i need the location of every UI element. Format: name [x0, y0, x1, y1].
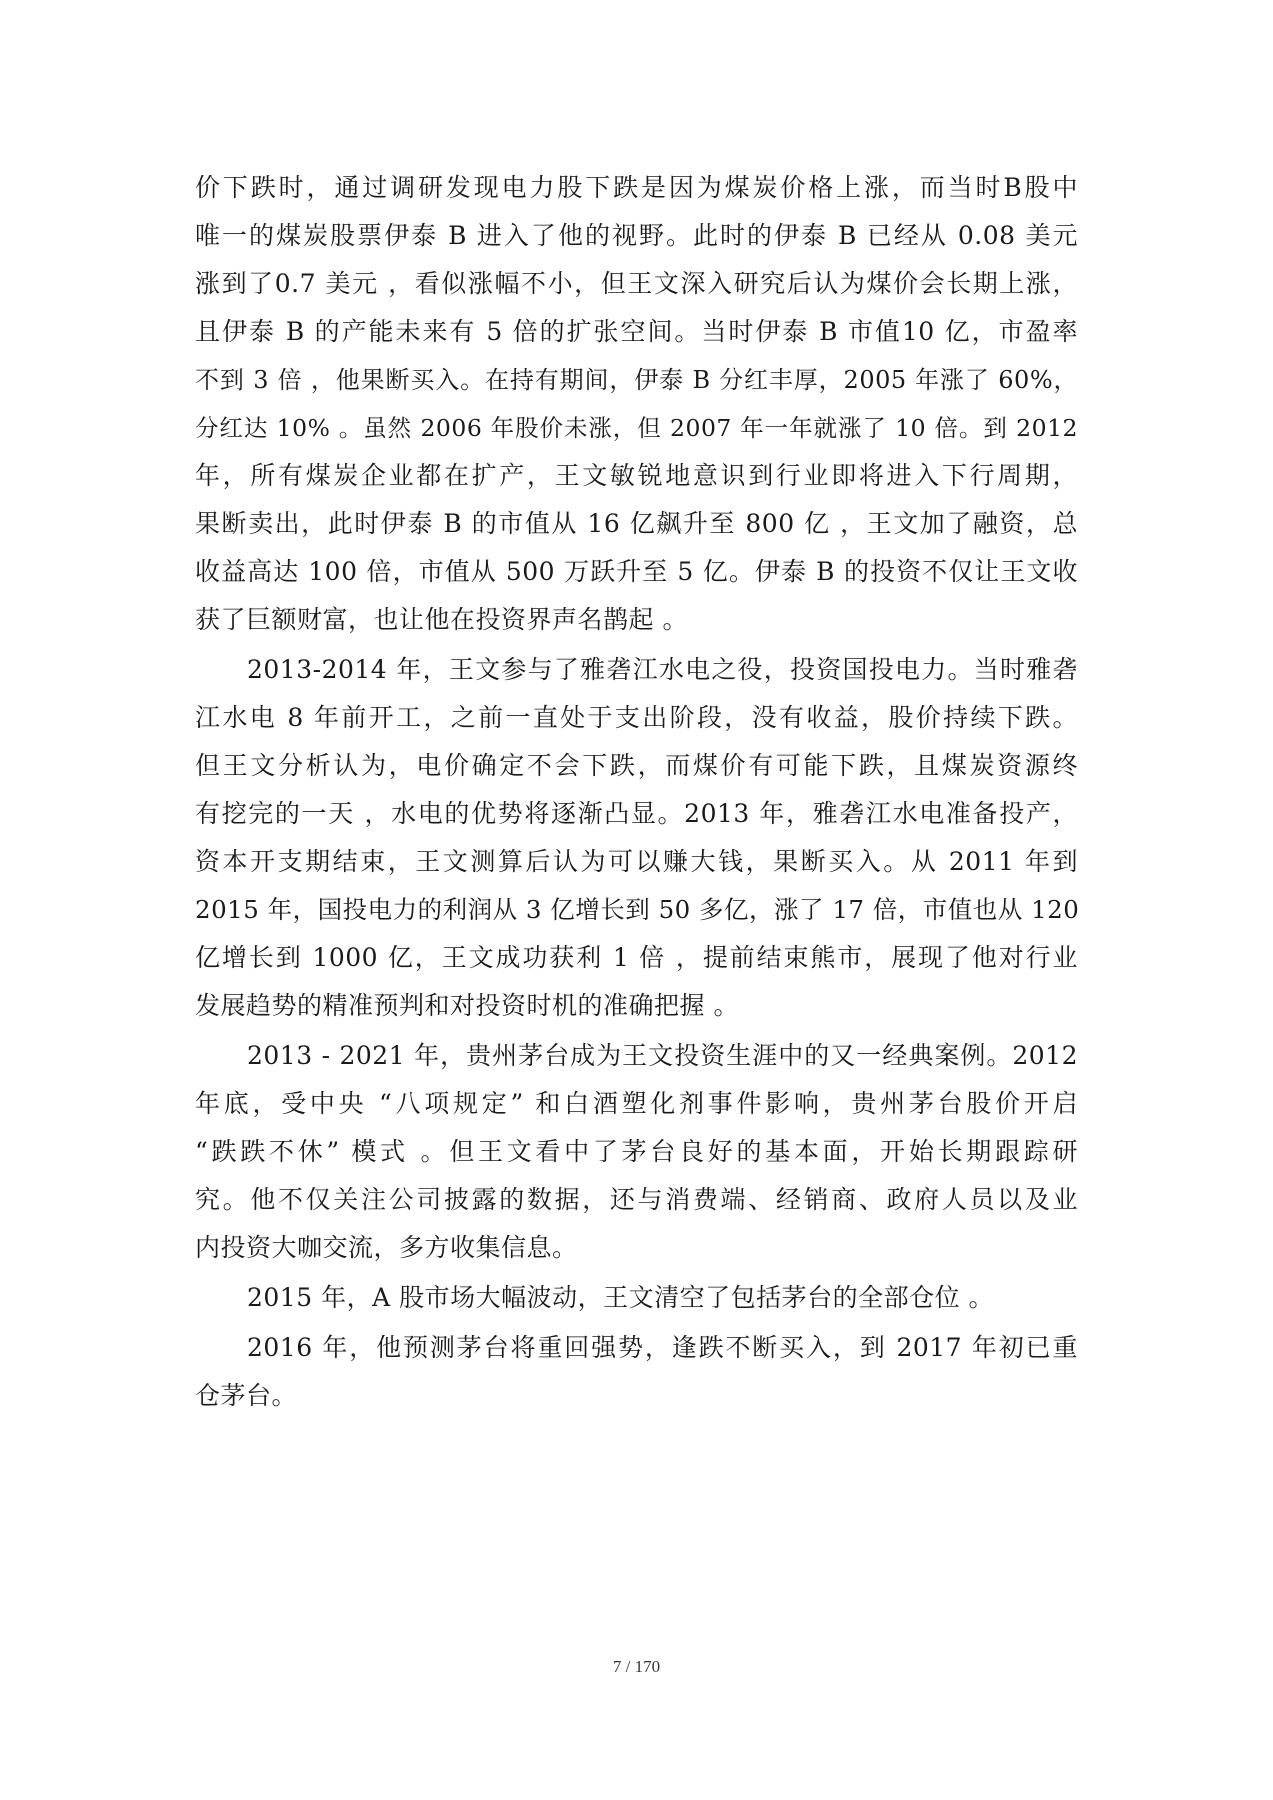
text-line: 不到 3 倍 ，他果断买入。在持有期间，伊泰 B 分红丰厚，2005 年涨了 60%，	[195, 366, 1078, 394]
text-line: 分红达 10% 。虽然 2006 年股价未涨，但 2007 年一年就涨了 10 倍。到 2012	[195, 414, 1078, 442]
text-line: 内投资大咖交流，多方收集信息。	[195, 1233, 578, 1262]
text-line: 获了巨额财富，也让他在投资界声名鹊起 。	[195, 605, 688, 634]
text-line: 发展趋势的精准预判和对投资时机的准确把握 。	[195, 991, 739, 1020]
text-line: 价下跌时，通过调研发现电力股下跌是因为煤炭价格上涨，而当时B股中	[195, 173, 1078, 202]
text-line: 但王文分析认为，电价确定不会下跌，而煤价有可能下跌，且煤炭资源终	[195, 751, 1078, 780]
text-line: 2013 - 2021 年，贵州茅台成为王文投资生涯中的又一经典案例。2012	[247, 1041, 1078, 1070]
text-line: 年，所有煤炭企业都在扩产，王文敏锐地意识到行业即将进入下行周期，	[195, 461, 1078, 490]
text-line: 果断卖出，此时伊泰 B 的市值从 16 亿飙升至 800 亿 ，王文加了融资，总	[195, 509, 1078, 538]
text-line: 仓茅台。	[195, 1381, 298, 1410]
text-line: “跌跌不休” 模式 。但王文看中了茅台良好的基本面，开始长期跟踪研	[195, 1137, 1078, 1166]
text-line: 收益高达 100 倍，市值从 500 万跃升至 5 亿。伊泰 B 的投资不仅让王文收	[195, 557, 1078, 586]
text-line: 有挖完的一天 ，水电的优势将逐渐凸显。2013 年，雅砻江水电准备投产，	[195, 799, 1078, 828]
text-line: 2015 年，A 股市场大幅波动，王文清空了包括茅台的全部仓位 。	[247, 1283, 995, 1312]
text-line: 且伊泰 B 的产能未来有 5 倍的扩张空间。当时伊泰 B 市值10 亿，市盈率	[195, 317, 1078, 346]
text-line: 亿增长到 1000 亿，王文成功获利 1 倍 ，提前结束熊市，展现了他对行业	[195, 943, 1078, 972]
text-line: 2013-2014 年，王文参与了雅砻江水电之役，投资国投电力。当时雅砻	[247, 655, 1078, 684]
text-line: 资本开支期结束，王文测算后认为可以赚大钱，果断买入。从 2011 年到	[195, 847, 1078, 876]
text-line: 2015 年，国投电力的利润从 3 亿增长到 50 多亿，涨了 17 倍，市值也从 120	[195, 895, 1080, 924]
text-line: 2016 年，他预测茅台将重回强势，逢跌不断买入，到 2017 年初已重	[247, 1333, 1078, 1362]
page-number: 7 / 170	[612, 1657, 661, 1676]
text-line: 江水电 8 年前开工，之前一直处于支出阶段，没有收益，股价持续下跌。	[195, 703, 1078, 732]
text-line: 唯一的煤炭股票伊泰 B 进入了他的视野。此时的伊泰 B 已经从 0.08 美元	[195, 221, 1078, 250]
text-line: 究。他不仅关注公司披露的数据，还与消费端、经销商、政府人员以及业	[195, 1185, 1078, 1214]
text-line: 年底，受中央 “八项规定” 和白酒塑化剂事件影响，贵州茅台股价开启	[195, 1089, 1078, 1118]
text-line: 涨到了0.7 美元 ，看似涨幅不小，但王文深入研究后认为煤价会长期上涨，	[195, 269, 1078, 298]
